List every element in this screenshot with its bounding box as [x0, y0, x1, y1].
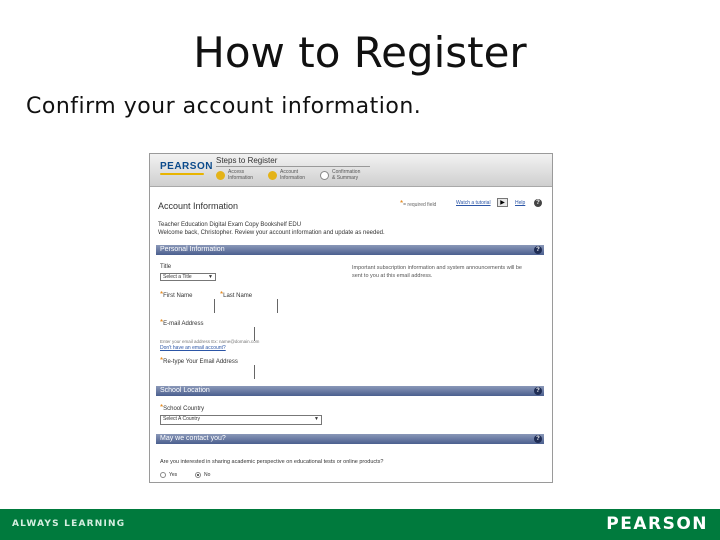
retype-email-label: *Re-type Your Email Address	[160, 356, 238, 365]
screenshot-header	[150, 154, 552, 187]
section-label: School Location	[160, 387, 210, 394]
step-label: Confirmation & Summary	[332, 169, 361, 181]
school-country-select[interactable]: Select A Country ▼	[160, 415, 322, 425]
contact-yes-label: Yes	[169, 472, 178, 478]
first-name-label: *First Name	[160, 290, 193, 299]
slide-subtitle: Confirm your account information.	[26, 94, 422, 119]
tutorial-link[interactable]: Watch a tutorial	[456, 200, 491, 206]
step-access-information	[216, 168, 260, 182]
email-info-text: Important subscription information and system announcements will be sent to you at this email address.	[352, 265, 522, 279]
pearson-logo: PEARSON	[160, 161, 213, 172]
section-school-location	[156, 386, 544, 396]
help-icon[interactable]: ?	[534, 387, 542, 395]
required-field-note: *= required field	[400, 199, 437, 208]
steps-title: Steps to Register	[216, 156, 278, 165]
help-icon[interactable]: ?	[534, 435, 542, 443]
section-may-we-contact	[156, 434, 544, 444]
contact-no-label: No	[204, 472, 211, 478]
help-icon[interactable]: ?	[534, 246, 542, 254]
intro-product-line: Teacher Education Digital Exam Copy Bookshelf EDU	[158, 222, 302, 228]
last-name-label: *Last Name	[220, 290, 253, 299]
slide-footer	[0, 509, 720, 540]
section-label: Personal Information	[160, 246, 225, 253]
slide-title: How to Register	[193, 28, 527, 77]
school-country-label: *School Country	[160, 403, 205, 412]
intro-welcome-line: Welcome back, Christopher. Review your account information and update as needed.	[158, 230, 385, 236]
contact-no-radio[interactable]	[195, 472, 201, 478]
retype-email-field[interactable]	[254, 365, 255, 379]
chevron-down-icon: ▼	[314, 416, 319, 422]
step-label: Access Information	[228, 169, 254, 181]
footer-brand-logo: PEARSON	[606, 514, 708, 534]
steps-divider	[216, 166, 370, 167]
title-label: Title	[160, 264, 172, 270]
chevron-down-icon: ▼	[208, 274, 213, 280]
step-complete-icon	[268, 171, 277, 180]
email-hint: Enter your email address Ex: name@domain.com	[160, 339, 260, 344]
step-confirmation-summary	[320, 168, 364, 182]
email-label: *E-mail Address	[160, 318, 204, 327]
section-personal-information	[156, 245, 544, 255]
step-pending-icon	[320, 171, 329, 180]
first-name-field[interactable]	[214, 299, 215, 313]
contact-yes-radio[interactable]	[160, 472, 166, 478]
play-tutorial-button[interactable]: ▶	[497, 198, 508, 207]
section-label: May we contact you?	[160, 435, 226, 442]
registration-screenshot	[149, 153, 553, 483]
account-information-title: Account Information	[158, 201, 239, 211]
last-name-field[interactable]	[277, 299, 278, 313]
help-link[interactable]: Help	[515, 200, 526, 206]
no-email-account-link[interactable]: Don't have an email account?	[160, 345, 226, 351]
step-complete-icon	[216, 171, 225, 180]
logo-swoosh-icon	[160, 173, 204, 175]
title-select[interactable]: Select a Title ▼	[160, 273, 216, 281]
step-label: Account Information	[280, 169, 306, 181]
step-account-information	[268, 168, 312, 182]
contact-question: Are you interested in sharing academic perspective on educational tests or online products?	[160, 459, 384, 465]
help-icon[interactable]: ?	[534, 199, 542, 207]
footer-tagline: ALWAYS LEARNING	[12, 519, 126, 529]
